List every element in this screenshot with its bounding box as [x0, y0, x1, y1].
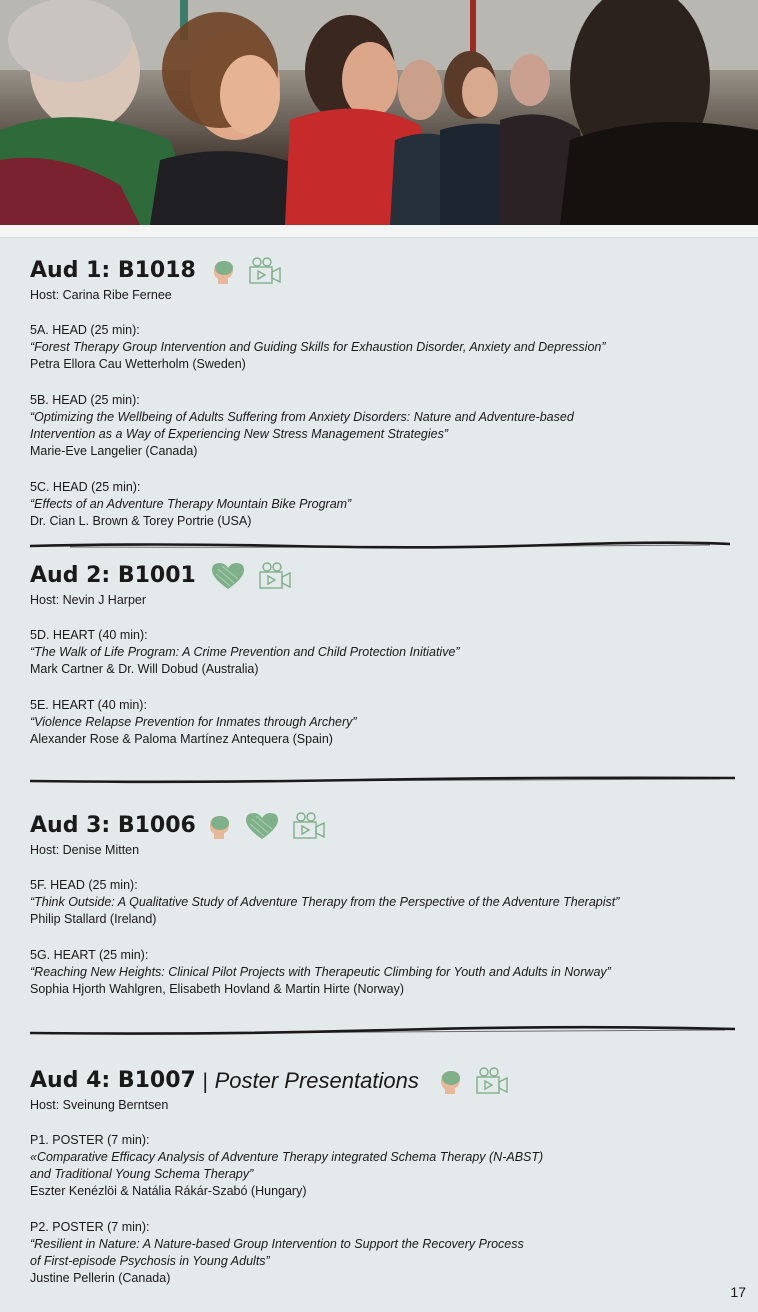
talk-label: 5D. HEART (40 min):: [30, 628, 148, 642]
hero-photo: [0, 0, 758, 225]
brush-divider: [30, 773, 735, 787]
session-title-text: Aud 1: B1018: [30, 258, 196, 283]
head-icon: [210, 257, 236, 285]
session-host: Host: Sveinung Berntsen: [30, 1098, 169, 1112]
title-separator: |: [201, 1069, 209, 1093]
talk-item: [30, 392, 750, 460]
talk-speakers: Alexander Rose & Paloma Martínez Antequera (Spain): [30, 732, 333, 746]
talk-speakers: Philip Stallard (Ireland): [30, 912, 157, 926]
talk-title: “Optimizing the Wellbeing of Adults Suffering from Anxiety Disorders: Nature and Adventure-based Intervention as a Way of Experiencing New Stress Management Strategies”: [30, 410, 574, 441]
session-aud-2: [30, 561, 750, 748]
talk-item: [30, 479, 750, 530]
heart-icon: [210, 561, 246, 591]
session-host: Host: Nevin J Harper: [30, 593, 147, 607]
talk-title: “Think Outside: A Qualitative Study of Adventure Therapy from the Perspective of the Adventure Therapist”: [30, 895, 620, 909]
talk-speakers: Mark Cartner & Dr. Will Dobud (Australia): [30, 662, 259, 676]
talk-item: [30, 1132, 750, 1200]
talk-label: 5F. HEAD (25 min):: [30, 878, 138, 892]
talk-speakers: Sophia Hjorth Wahlgren, Elisabeth Hovland & Martin Hirte (Norway): [30, 982, 404, 996]
session-aud-4: [30, 1066, 750, 1287]
session-title: [30, 561, 750, 591]
session-icons: [210, 256, 282, 286]
talk-label: 5G. HEART (25 min):: [30, 948, 149, 962]
talk-speakers: Marie-Eve Langelier (Canada): [30, 444, 198, 458]
talk-title: “Forest Therapy Group Intervention and Guiding Skills for Exhaustion Disorder, Anxiety and Depression”: [30, 340, 606, 354]
talk-label: 5B. HEAD (25 min):: [30, 393, 140, 407]
talk-title: “Resilient in Nature: A Nature-based Group Intervention to Support the Recovery Process of First-episode Psychosis in Young Adults”: [30, 1237, 524, 1268]
talk-speakers: Justine Pellerin (Canada): [30, 1271, 171, 1285]
brush-divider: [30, 1024, 735, 1038]
session-aud-1: [30, 256, 750, 530]
talk-label: 5C. HEAD (25 min):: [30, 480, 141, 494]
session-title: [30, 256, 750, 286]
video-camera-icon: [248, 256, 282, 286]
heart-icon: [244, 811, 280, 841]
head-icon: [206, 812, 232, 840]
talk-label: 5A. HEAD (25 min):: [30, 323, 140, 337]
session-icons: [206, 811, 326, 841]
video-camera-icon: [292, 811, 326, 841]
session-title: [30, 1066, 750, 1096]
talk-item: [30, 877, 750, 928]
talk-item: [30, 697, 750, 748]
talk-item: [30, 1219, 750, 1287]
talk-item: [30, 627, 750, 678]
session-aud-3: [30, 811, 750, 998]
talk-title: “Effects of an Adventure Therapy Mountain Bike Program”: [30, 497, 352, 511]
session-icons: [210, 561, 292, 591]
session-title-text: Aud 4: B1007: [30, 1068, 196, 1093]
talk-item: [30, 322, 750, 373]
session-host: Host: Carina Ribe Fernee: [30, 288, 172, 302]
talk-label: P1. POSTER (7 min):: [30, 1133, 150, 1147]
talk-item: [30, 947, 750, 998]
talk-title: “Violence Relapse Prevention for Inmates through Archery”: [30, 715, 357, 729]
talk-label: 5E. HEART (40 min):: [30, 698, 147, 712]
talk-speakers: Petra Ellora Cau Wetterholm (Sweden): [30, 357, 246, 371]
talk-title: «Comparative Efficacy Analysis of Adventure Therapy integrated Schema Therapy (N-ABST) and Traditional Young Schema Therapy”: [30, 1150, 544, 1181]
session-title-text: Aud 3: B1006: [30, 813, 196, 838]
session-icons: [437, 1066, 509, 1096]
page-number: 17: [730, 1284, 746, 1300]
video-camera-icon: [258, 561, 292, 591]
head-icon: [437, 1067, 463, 1095]
talk-title: “The Walk of Life Program: A Crime Prevention and Child Protection Initiative”: [30, 645, 460, 659]
session-subtitle: Poster Presentations: [214, 1068, 419, 1093]
brush-divider: [30, 538, 730, 552]
talk-speakers: Dr. Cian L. Brown & Torey Portrie (USA): [30, 514, 252, 528]
talk-label: P2. POSTER (7 min):: [30, 1220, 150, 1234]
session-title: [30, 811, 750, 841]
video-camera-icon: [475, 1066, 509, 1096]
audience-illustration: [0, 0, 758, 225]
session-host: Host: Denise Mitten: [30, 843, 140, 857]
talk-speakers: Eszter Kenézlöi & Natália Rákár-Szabó (Hungary): [30, 1184, 307, 1198]
session-title-text: Aud 2: B1001: [30, 563, 196, 588]
hero-bottom-band: [0, 225, 758, 238]
talk-title: “Reaching New Heights: Clinical Pilot Projects with Therapeutic Climbing for Youth and Adults in Norway”: [30, 965, 611, 979]
